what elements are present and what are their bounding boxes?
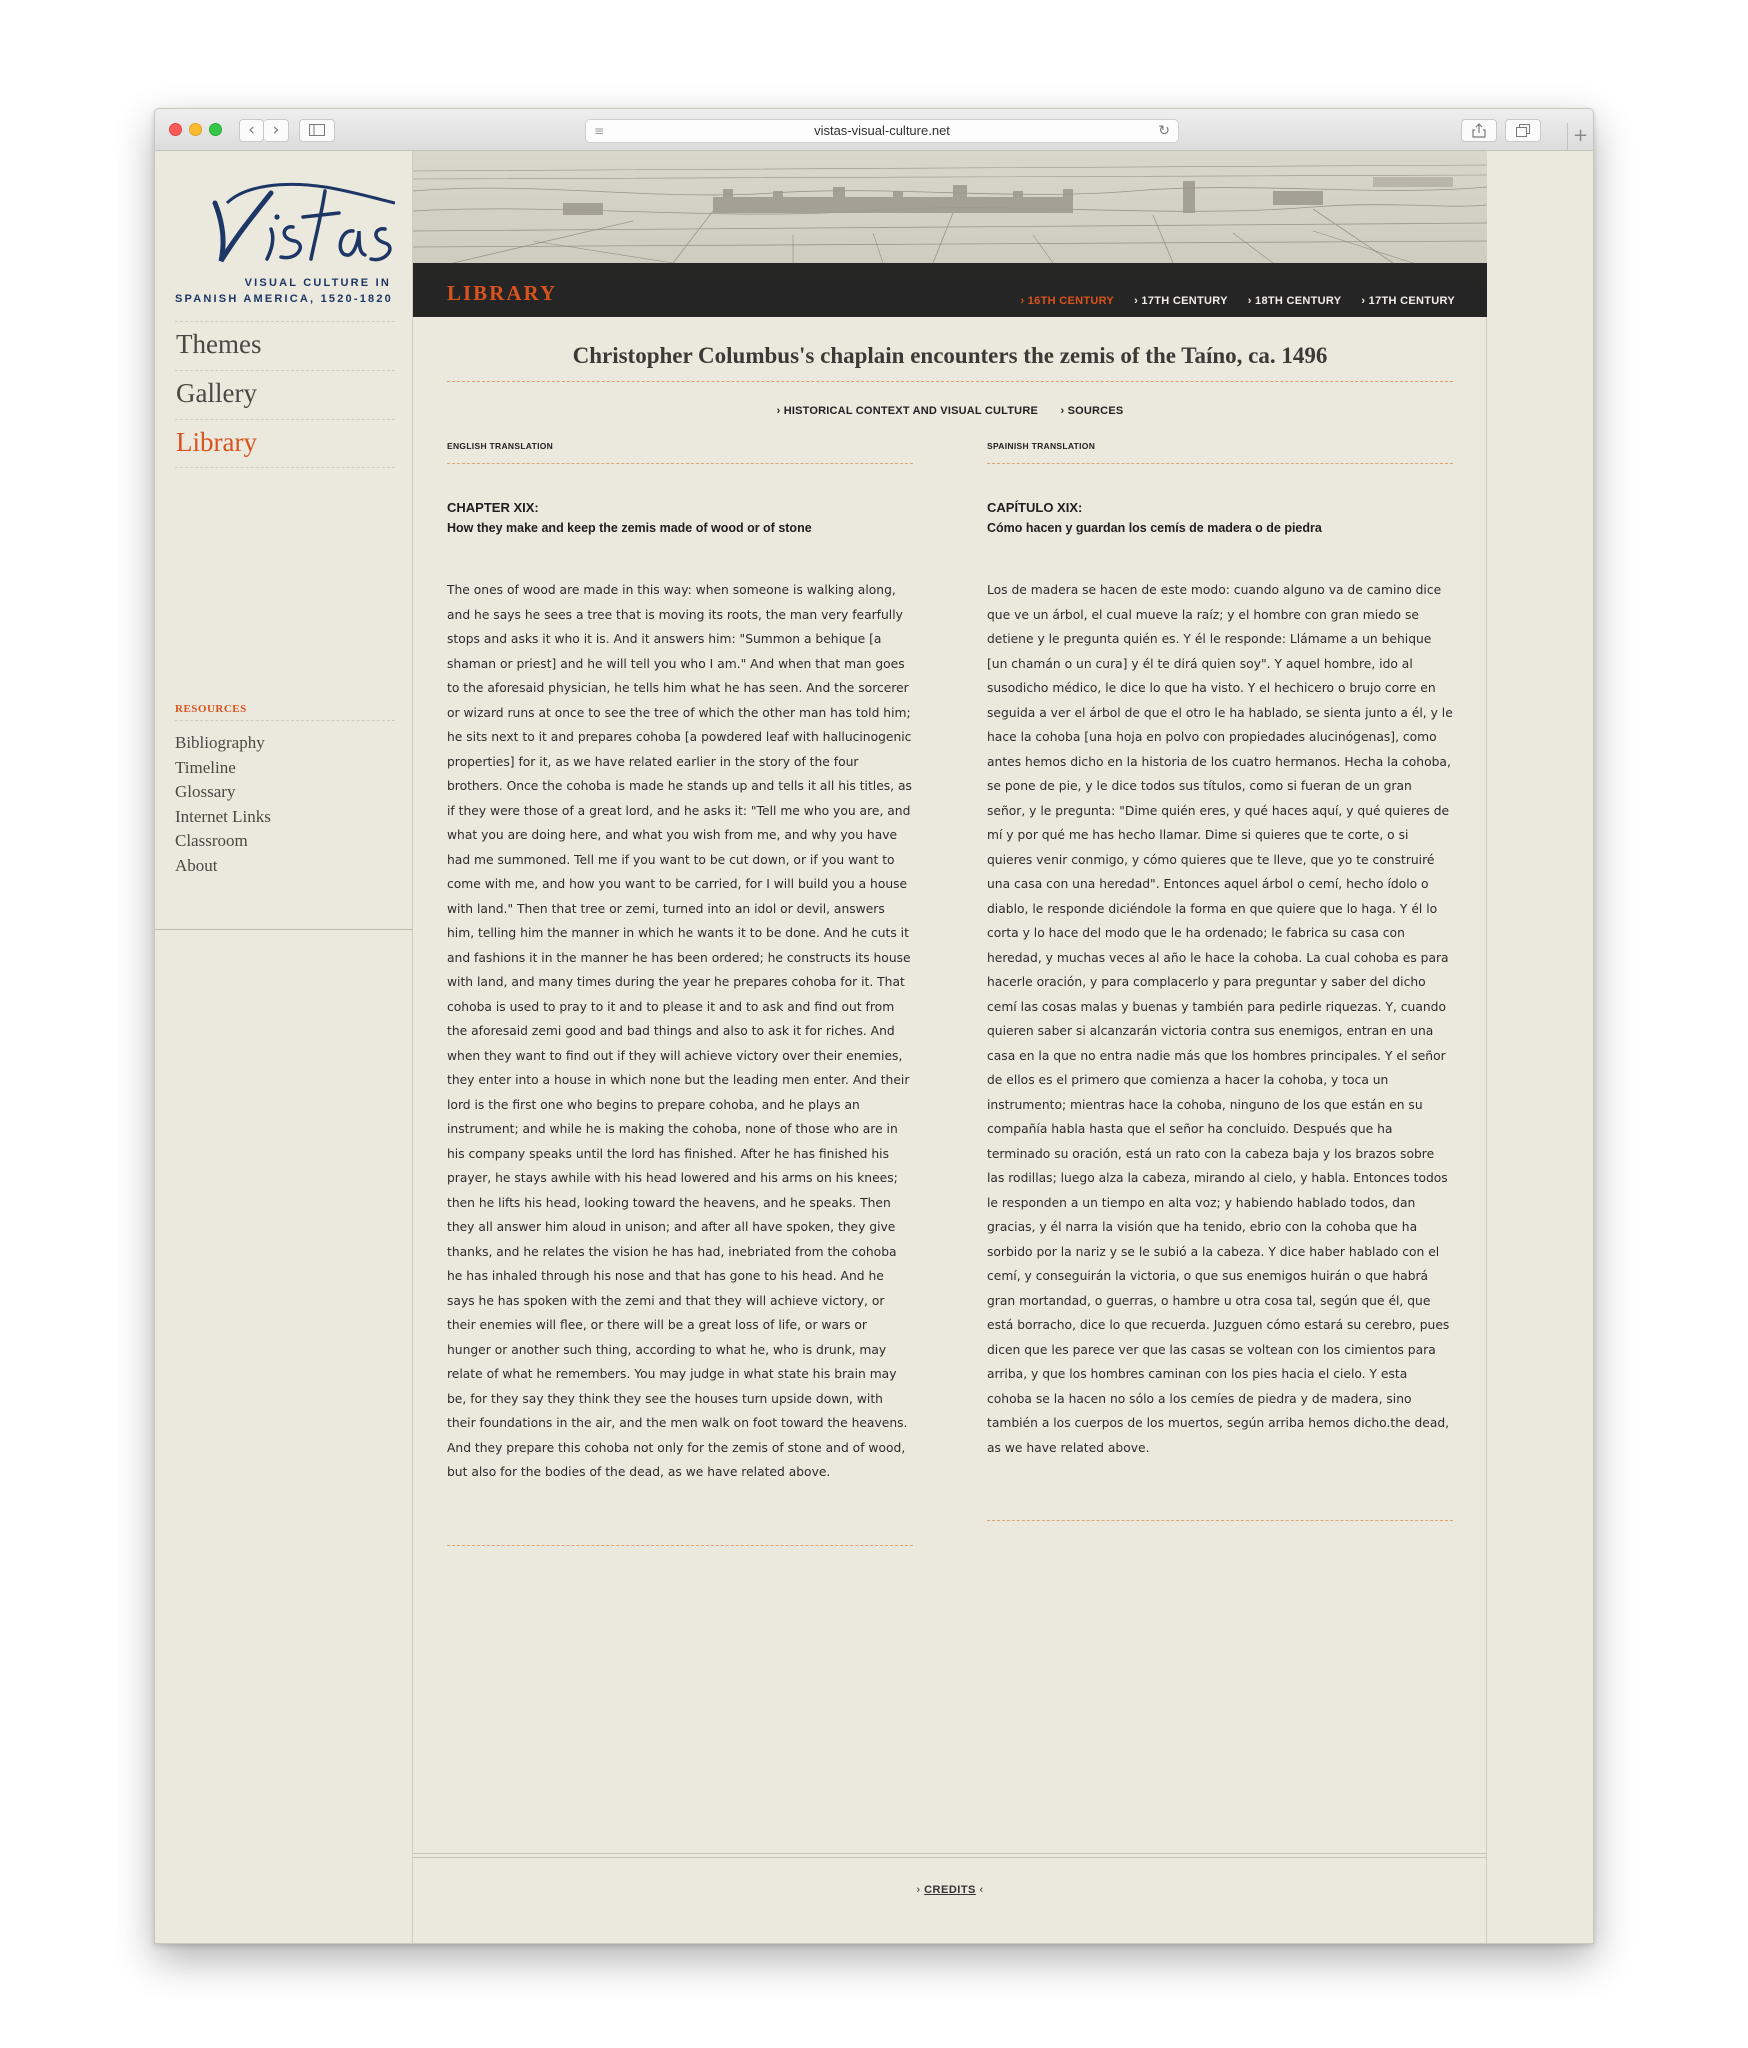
century-link-17th-b[interactable]: › 17TH CENTURY [1361, 295, 1455, 307]
main-content [413, 151, 1487, 1944]
vistas-wordmark-icon [175, 173, 395, 277]
sidebar-icon[interactable] [299, 119, 335, 142]
nav-item-library[interactable]: Library [175, 419, 395, 468]
nav-item-gallery[interactable]: Gallery [175, 370, 395, 419]
site-sidebar [155, 151, 413, 1944]
footer-divider-2 [413, 1857, 1487, 1858]
spanish-chapter-subtitle: Cómo hacen y guardan los cemís de madera o de piedra [987, 521, 1322, 535]
footer-credits [413, 1884, 1487, 1896]
logo-tagline-line1: VISUAL CULTURE IN [244, 277, 391, 289]
url-text: vistas-visual-culture.net [814, 123, 950, 138]
reader-icon[interactable]: ≡ [594, 124, 605, 138]
spanish-label: SPAINISH TRANSLATION [987, 441, 1453, 464]
century-link-16th[interactable]: › 16TH CENTURY [1020, 295, 1115, 307]
logo-tagline-line2: SPANISH AMERICA, 1520-1820 [175, 293, 393, 305]
share-icon[interactable] [1461, 119, 1497, 142]
resource-link-about[interactable]: About [175, 855, 218, 875]
sources-link[interactable]: › SOURCES [1060, 405, 1124, 417]
credits-suffix: ‹ [979, 1884, 984, 1896]
vistas-logo[interactable] [175, 173, 395, 303]
credits-prefix: › [916, 1884, 921, 1896]
sidebar-divider [155, 929, 413, 930]
chevron-left-icon[interactable]: ‹ [239, 119, 264, 142]
english-body-text: The ones of wood are made in this way: when someone is walking along, and he says he sees a tree that is moving its roots, the man very fearfully stops and asks it who it is. And it answers him: "Summon a behique [a shaman or priest] and he will tell you who I am." And when that man goes to the aforesaid physician, he tells him what he has seen. And the sorcerer or wizard runs at once to see the tree of which the other man has told him; he sits next to it and prepares cohoba [a powdered leaf with hallucinogenic properties] for it, as we have related earlier in the story of the four brothers. Once the cohoba is made he stands up and tells it all his titles, as if they were those of a great lord, and he asks it: "Tell me who you are, and what you are doing here, and what you wish from me, and why you have had me summoned. Tell me if you want to be cut down, or if you want to come with me, and how you want to be carried, for I will build you a house with land." Then that tree or zemi, turned into an idol or devil, answers him, telling him the manner in which he wants it to be done. And he cuts it and fashions it in the manner he has been ordered; he constructs its house with land, and many times during the year he prepares cohoba for it. That cohoba is used to pray to it and to please it and to ask and find out from the aforesaid zemi good and bad things and also to ask it for riches. And when they want to find out if they will achieve victory over their enemies, they enter into a house in which none but the leading men enter. And their lord is the first one who begins to prepare cohoba, and he plays an instrument; and while he is making the cohoba, none of those who are in his company speaks until the lord has finished. After he has finished his prayer, he stays awhile with his head lowered and his arms on his knees; then he lifts his head, looking toward the heavens, and he speaks. Then they all answer him aloud in unison; and after all have spoken, they give thanks, and he relates the vision he has had, inebriated from the cohoba he has inhaled through his nose and that has gone to his head. And he says he has spoken with the zemi and that they will achieve victory, or their enemies will flee, or there will be a great loss of life, or wars or hunger or another such thing, according to what he, who is drunk, may relate of what he remembers. You may judge in what state his brain may be, for they say they think they see the houses turn upside down, with their foundations in the air, and the men walk on foot toward the heavens. And they prepare this cohoba not only for the zemis of stone and of wood, but also for the bodies of the dead, as we have related above. [447, 583, 912, 1479]
close-window-icon[interactable] [169, 123, 182, 136]
zoom-window-icon[interactable] [209, 123, 222, 136]
spanish-body-text: Los de madera se hacen de este modo: cuando alguno va de camino dice que ve un árbol, el cual mueve la raíz; y el hombre con gran miedo se detiene y le pregunta quién es. Y él le responde: Llámame a un behique [un chamán o un cura] y él te dirá quien soy". Y aquel hombre, ido al susodicho médico, le dice lo que ha visto. Y el hechicero o brujo corre en seguida a ver el árbol de que el otro le ha hablado, se sienta junto a él, y le hace la cohoba [una hoja en polvo con propiedades alucinógenas], como antes hemos dicho en la historia de los cuatro hermanos. Hecha la cohoba, se pone de pie, y le dice todos sus títulos, como si fueran de un gran señor, y le pregunta: "Dime quién eres, y qué haces aquí, y qué quieres de mí y por qué me has hecho llamar. Dime si quieres que te corte, o si quieres venir conmigo, y cómo quieres que te lleve, que yo te construiré una casa con una heredad". Entonces aquel árbol o cemí, hecho ídolo o diablo, le responde diciéndole la forma en que quiere que lo haga. Y él lo corta y lo hace del modo que le ha ordenado; le fabrica su casa con heredad, y muchas veces al año le hace la cohoba. La cual cohoba es para hacerle oración, y para complacerlo y para preguntar y saber del dicho cemí las cosas malas y buenas y también para pedirle riquezas. Y, cuando quieren saber si alcanzarán victoria contra sus enemigos, entran en una casa en la que no entra nadie más que los hombres principales. Y el señor de ellos es el primero que comienza a hacer la cohoba, y toca un instrumento; mientras hace la cohoba, ninguno de los que están en su compañía habla hasta que el señor ha concluido. Después que ha terminado su oración, está un rato con la cabeza baja y los brazos sobre las rodillas; luego alza la cabeza, mirando al cielo, y habla. Entonces todos le responden a un tiempo en alta voz; y habiendo hablado todos, dan gracias, y él narra la visión que ha tenido, ebrio con la cohoba que ha sorbido por la nariz y se le subió a la cabeza. Y dice haber hablado con el cemí, y conseguirán la victoria, o que sus enemigos huirán o que habrá gran mortandad, o guerras, o hambre u otra cosa tal, según que él, que está borracho, dice lo que recuerda. Juzguen cómo estará su cerebro, pues dicen que les parece ver que las casas se voltean con los cimientos para arriba, y que los hombres caminan con los pies hacia el cielo. Y esta cohoba se la hacen no sólo a los cemíes de piedra y de madera, sino también a los cuerpos de los muertos, según arriba hemos dicho.the dead, as we have related above. [987, 583, 1453, 1455]
resource-link-glossary[interactable]: Glossary [175, 782, 236, 801]
minimize-window-icon[interactable] [189, 123, 202, 136]
browser-titlebar [155, 109, 1593, 151]
resource-link-timeline[interactable]: Timeline [175, 757, 236, 777]
english-chapter-number: CHAPTER XIX: [447, 500, 539, 515]
browser-window [154, 108, 1594, 1944]
resource-link-internet-links[interactable]: Internet Links [175, 806, 271, 826]
english-column-divider [447, 1545, 913, 1546]
article-sub-links [413, 401, 1487, 419]
tabs-icon[interactable] [1505, 119, 1541, 142]
century-link-18th[interactable]: › 18TH CENTURY [1247, 295, 1342, 307]
spanish-chapter-number: CAPÍTULO XIX: [987, 500, 1083, 515]
spanish-column-divider [987, 1520, 1453, 1521]
credits-link[interactable]: CREDITS [924, 1884, 976, 1896]
century-link-17th[interactable]: › 17TH CENTURY [1134, 295, 1228, 307]
english-column [447, 441, 913, 1546]
century-navigation [1020, 295, 1455, 307]
resource-link-bibliography[interactable]: Bibliography [175, 733, 265, 752]
plus-icon[interactable]: + [1567, 123, 1593, 151]
library-banner [413, 151, 1487, 317]
address-bar[interactable] [585, 119, 1179, 143]
spanish-chapter-heading [987, 498, 1453, 538]
chevron-right-icon[interactable]: › [264, 119, 289, 142]
resources-heading: RESOURCES [175, 703, 395, 721]
historical-context-link[interactable]: › HISTORICAL CONTEXT AND VISUAL CULTURE [776, 405, 1039, 417]
english-chapter-subtitle: How they make and keep the zemis made of wood or of stone [447, 521, 812, 535]
spanish-column [987, 441, 1453, 1521]
reload-icon[interactable]: ↻ [1158, 123, 1170, 139]
page-title: Christopher Columbus's chaplain encounters the zemis of the Taíno, ca. 1496 [447, 343, 1453, 382]
section-title: LIBRARY [447, 281, 558, 305]
english-chapter-heading [447, 498, 913, 538]
resources-list [175, 731, 271, 878]
footer-divider [413, 1853, 1487, 1854]
nav-item-themes[interactable]: Themes [175, 321, 395, 370]
english-label: ENGLISH TRANSLATION [447, 441, 913, 464]
main-navigation [175, 321, 395, 468]
section-bar [413, 263, 1487, 317]
resource-link-classroom[interactable]: Classroom [175, 831, 248, 850]
